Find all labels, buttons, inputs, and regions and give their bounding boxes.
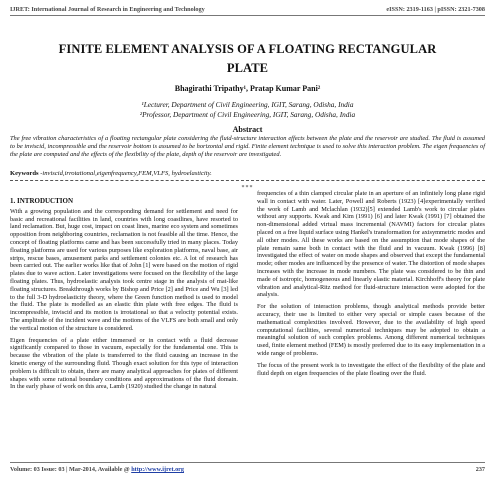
footer-rule xyxy=(10,462,485,463)
volume-text: Volume: 03 Issue: 03 | Mar-2014, Available @ xyxy=(10,466,132,473)
paper-title: FINITE ELEMENT ANALYSIS OF A FLOATING RECTANGULAR PLATE xyxy=(58,42,437,75)
paragraph: Eigen frequencies of a plate either immersed or in contact with a fluid decrease significantly compared to those in vacuum, especially for the fundamental one. This is because the vibration of the plate is transferred to the fluid causing an increase in the kinetic energy of the surrounding fluid. Though exact solution for this type of interaction problem is difficult to obtain, there are many analytical approaches for plates of different shapes with some rational boundary conditions and approximations of the fluid domain. In the early phase of work on this area, Lamb (1920) studied the change in natural xyxy=(10,336,238,391)
paragraph: For the solution of interaction problems, though analytical methods provide better accuracy, their use is limited to either very special or simple cases because of the mathematical complexities involved. However, due to the availability of high speed computational facilities, several numerical techniques may be adopted to obtain a meaningful solution of such complex problems. Among different numerical techniques used, finite element method (FEM) is mostly preferred due to its easy implementation in a wide range of problems. xyxy=(257,303,485,357)
journal-url-link[interactable]: http://www.ijret.org xyxy=(131,466,185,473)
page-footer xyxy=(10,466,485,473)
paragraph: The focus of the present work is to investigate the effect of the flexibility of the plate and fluid depth on eigen frequencies of the plate floating over the fluid. xyxy=(257,361,485,377)
issn-info: eISSN: 2319-1163 | pISSN: 2321-7308 xyxy=(386,6,485,13)
page-header xyxy=(10,6,485,13)
paragraph: frequencies of a thin clamped circular plate in an aperture of an infinitely long plane rigid wall in contact with water. Later, Powell and Roberts (1923) [4]experimentally verified the work of Lamb and Mclachlan (1932)[5] extended Lamb's work to circular plates without any supports. Kwak and Kim (1991) [6] and later Kwak (1991) [7] obtained the non-dimensional added virtual mass incremental (NAVMI) factors for circular plates placed on a free liquid surface using Hankel's transformation for axisymmetric modes and all other modes. All these works are based on the assumption that mode shapes of the plate remain same both in contact with the fluid and in vacuum. Kwak (1996) [8] investigated the effect of water on mode shapes and observed that except the fundamental mode; other modes are influenced by the presence of water. The distortion of mode shapes increases with the increase in mode numbers. The plate was considered to be thin and made of isotropic, homogeneous and linearly elastic material. Kirchhoff's theory for plate vibration and analytical-Ritz method for fluid-structure interaction were adopted for the analysis. xyxy=(257,190,485,299)
footer-volume xyxy=(10,466,184,473)
journal-name: IJRET: International Journal of Research in Engineering and Technology xyxy=(10,6,205,13)
header-rule xyxy=(10,15,485,16)
keywords-line xyxy=(10,170,485,177)
left-column xyxy=(10,190,238,460)
divider-stars: *** xyxy=(239,185,257,191)
page-number: 237 xyxy=(475,466,485,473)
section-heading-introduction: 1. INTRODUCTION xyxy=(10,197,74,205)
keywords-label: Keywords xyxy=(10,170,39,177)
right-column xyxy=(257,190,485,460)
affiliation-2: ²Professor, Department of Civil Engineering, IGIT, Sarang, Odisha, India xyxy=(139,110,356,119)
paragraph: With a growing population and the corresponding demand for settlement and need for basic and recreational facilities in land, countries with long coastlines, have resorted to land reclamation. But, huge cost, impact on coast lines, marine eco system and sometimes opposition from neighboring countries, reclamation is not feasible all the time. Hence, the concept of floating platforms came and has been successfully tried in many places. Today floating platforms are used for various purposes like exploration platforms, naval base, air strips, rescue bases, amusement parks and settlement colonies etc. A lot of research has been carried out. The earlier works like that of John [1] were based on the motion of rigid plates due to wave action. Later investigations were focused on the flexibility of the large floating plates. Thus, hydroelastic analysis took centre stage in the analysis of mat-like floating structures. Breakthrough works by Bishop and Price [2] and Price and Wu [3] led to the full 3-D hydroelasticity theory, where the Green function method is used to model the fluid. The plate is modelled as an elastic thin plate with free edges. The fluid is incompressible, inviscid and its motion is irrotational so that a velocity potential exists. The amplitude of the incident wave and the motions of the VLFS are both small and only the vertical motion of the structure is considered. xyxy=(10,207,238,332)
abstract-heading: Abstract xyxy=(232,125,263,134)
paper-authors: Bhagirathi Tripathy¹, Pratap Kumar Pani² xyxy=(174,84,321,93)
affiliation-1: ¹Lecturer, Department of Civil Engineering, IGIT, Sarang, Odisha, India xyxy=(141,100,354,109)
abstract-text: The free vibration characteristics of a floating rectangular plate considering the fluid-structure interaction effects between the plate and the reservoir are studied. The fluid is assumed to be inviscid, incompressible and the reservoir bottom is assumed to be horizontal and rigid. Finite element technique is used to solve this interaction problem. The eigen frequencies of the plate are computed and the effects of the flexibility of the plate, depth of the reservoir are investigated. xyxy=(10,135,485,159)
keywords-text: -inviscid,irrotational,eigenfrequency,FEM,VLFS, hydroelasticity. xyxy=(38,170,212,177)
